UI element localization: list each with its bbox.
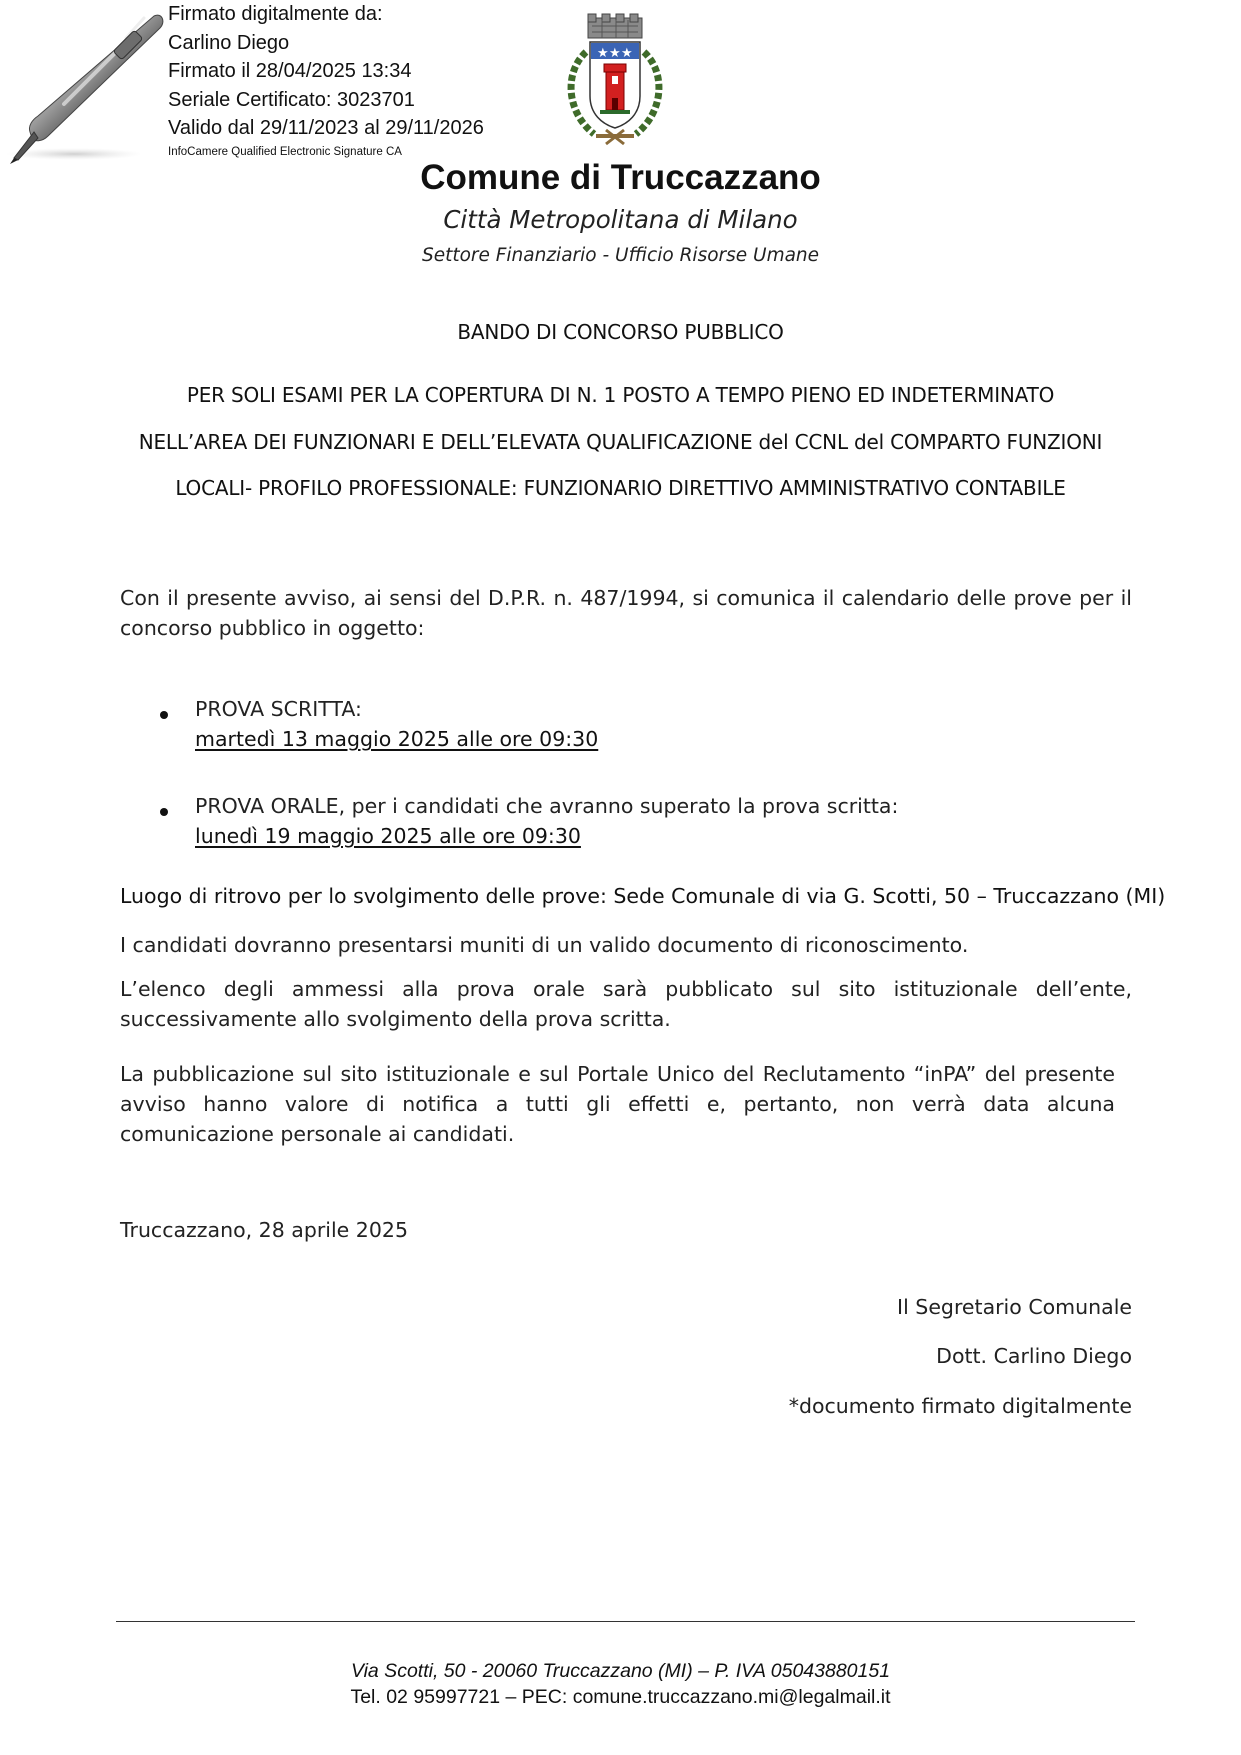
signoff-name: Dott. Carlino Diego: [936, 1344, 1132, 1368]
organization-subtitle: Città Metropolitana di Milano: [443, 205, 798, 234]
signature-ca: InfoCamere Qualified Electronic Signature CA: [168, 145, 402, 158]
notice-title: BANDO DI CONCORSO PUBBLICO: [457, 320, 784, 344]
paragraph: L’elenco degli ammessi alla prova orale sarà pubblicato sul sito istituzionale dell’ente, successivamente allo svolgimento della prova scritta.: [120, 977, 1132, 1031]
pen-icon: [4, 8, 164, 168]
date-place: Truccazzano, 28 aprile 2025: [120, 1218, 408, 1242]
digital-signature-block: [168, 0, 484, 160]
signature-line: Seriale Certificato: 3023701: [168, 88, 415, 111]
signoff-note: *documento firmato digitalmente: [788, 1394, 1132, 1418]
svg-text:★: ★: [597, 46, 609, 61]
exam-label: PROVA SCRITTA:: [195, 697, 362, 721]
svg-text:★: ★: [621, 46, 633, 61]
notice-title-line: PER SOLI ESAMI PER LA COPERTURA DI N. 1 POSTO A TEMPO PIENO ED INDETERMINATO: [186, 383, 1055, 407]
paragraph: La pubblicazione sul sito istituzionale e sul Portale Unico del Reclutamento “inPA” del presente avviso hanno valore di notifica a tutti gli effetti e, pertanto, non verrà data alcuna comunicazione personale ai candidati.: [120, 1062, 1115, 1146]
footer-contacts: Tel. 02 95997721 – PEC: comune.truccazzano.mi@legalmail.it: [350, 1686, 891, 1708]
signature-line: Valido dal 29/11/2023 al 29/11/2026: [168, 117, 484, 139]
signature-line: Carlino Diego: [168, 31, 290, 54]
signature-line: Firmato il 28/04/2025 13:34: [168, 60, 412, 82]
exam-date: lunedì 19 maggio 2025 alle ore 09:30: [195, 824, 581, 848]
paragraph: I candidati dovranno presentarsi muniti di un valido documento di riconoscimento.: [120, 933, 969, 957]
organization-department: Settore Finanziario - Ufficio Risorse Umane: [421, 245, 820, 266]
svg-text:★: ★: [609, 46, 621, 61]
exam-location: Luogo di ritrovo per lo svolgimento delle prove: Sede Comunale di via G. Scotti, 50 – Truccazzano (MI): [120, 884, 1166, 908]
bullet-icon: [160, 808, 168, 816]
organization-name: Comune di Truccazzano: [420, 158, 821, 197]
intro-paragraph: Con il presente avviso, ai sensi del D.P.R. n. 487/1994, si comunica il calendario delle prove per il concorso pubblico in oggetto:: [120, 586, 1132, 640]
notice-title-line: NELL’AREA DEI FUNZIONARI E DELL’ELEVATA QUALIFICAZIONE del CCNL del COMPARTO FUNZIONI: [138, 430, 1103, 454]
signature-line: Firmato digitalmente da:: [168, 3, 383, 25]
exam-date: martedì 13 maggio 2025 alle ore 09:30: [195, 727, 599, 751]
exam-label: PROVA ORALE, per i candidati che avranno superato la prova scritta:: [195, 794, 899, 818]
municipal-crest-icon: [556, 12, 674, 152]
footer-address: Via Scotti, 50 - 20060 Truccazzano (MI) – P. IVA 05043880151: [350, 1660, 891, 1682]
signoff-role: Il Segretario Comunale: [897, 1295, 1132, 1319]
bullet-icon: [160, 711, 168, 719]
notice-title-line: LOCALI- PROFILO PROFESSIONALE: FUNZIONARIO DIRETTIVO AMMINISTRATIVO CONTABILE: [175, 476, 1066, 500]
footer-divider: [116, 1621, 1135, 1622]
